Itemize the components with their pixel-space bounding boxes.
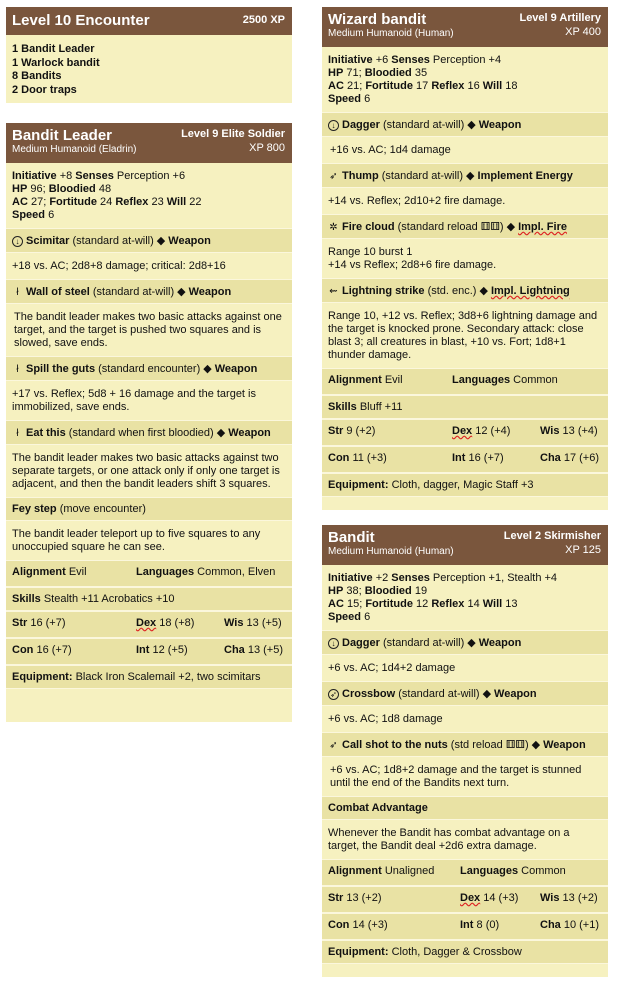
power-header: ➶ Crossbow (standard at-will) ◆ Weapon — [322, 681, 608, 706]
monster-name: Bandit — [328, 529, 375, 546]
diamond-icon: ◆ — [482, 688, 492, 700]
power-header: ↓ Dagger (standard at-will) ◆ Weapon — [322, 112, 608, 137]
power-text: The bandit leader teleport up to five squares to any unoccupied square he can see. — [12, 528, 261, 553]
monster-type: Medium Humanoid (Human) — [328, 28, 454, 39]
ability-row: Str 13 (+2) Dex 14 (+3) Wis 13 (+2) — [322, 886, 608, 913]
dice-icon: ⚅⚅) — [480, 221, 504, 233]
diamond-icon: ◆ — [506, 221, 516, 233]
core-stats: Initiative +8 Senses Perception +6 HP 96; Bloodied 48 AC 27; Fortitude 24 Reflex 23 Will 22 Speed 6 — [12, 170, 202, 221]
diamond-icon: ◆ — [467, 637, 476, 649]
power-header: ↓ Dagger (standard at-will) ◆ Weapon — [322, 630, 608, 655]
encounter-list — [6, 35, 292, 105]
monster-name: Wizard bandit — [328, 11, 427, 28]
diamond-icon: ◆ — [479, 285, 488, 297]
ability-row: Con 16 (+7) Int 12 (+5) Cha 13 (+5) — [6, 638, 292, 665]
monster-level: Level 9 Elite Soldier — [181, 128, 285, 140]
skills-row: Skills Bluff +11 — [322, 395, 608, 419]
power-header: Combat Advantage — [322, 796, 608, 820]
alignment-row: Alignment Evil Languages Common, Elven — [6, 560, 292, 587]
core-stats: Initiative +6 Senses Perception +4 HP 71; Bloodied 35 AC 21; Fortitude 17 Reflex 16 Will 18 Speed 6 — [328, 54, 518, 105]
alignment-row: Alignment Evil Languages Common — [322, 368, 608, 395]
encounter-header — [6, 7, 292, 35]
power-header: Fey step (move encounter) — [6, 497, 292, 521]
encounter-title: Level 10 Encounter — [12, 12, 150, 29]
power-header: ⇜ Lightning strike (std. enc.) ◆ Impl. Lightning — [322, 278, 608, 303]
power-text: Whenever the Bandit has combat advantage on a target, the Bandit deal +2d6 extra damage. — [328, 827, 570, 852]
monster-type: Medium Humanoid (Eladrin) — [12, 144, 137, 155]
ability-row: Str 16 (+7) Dex 18 (+8) Wis 13 (+5) — [6, 611, 292, 638]
power-header: ✲ Fire cloud (standard reload ⚅⚅) ◆ Impl. Fire — [322, 214, 608, 239]
diamond-icon: ◆ — [216, 427, 226, 439]
equipment-row: Equipment: Black Iron Scalemail +2, two scimitars — [6, 665, 292, 689]
melee-dagger-icon: ł — [16, 287, 19, 298]
list-item: 2 Door traps — [12, 83, 77, 96]
power-text: Range 10, +12 vs. Reflex; 3d8+6 lightning damage and the target is knocked prone. Secondary attack: close blast 3; all creatures in blast, +10 vs. Fort; 1d8+1 thunder damage. — [328, 310, 598, 361]
equipment-row: Equipment: Cloth, dagger, Magic Staff +3 — [322, 473, 608, 497]
bandit-statblock — [322, 525, 608, 977]
melee-dagger-icon: ł — [16, 364, 19, 375]
power-text: The bandit leader makes two basic attacks against one target, and the target is pushed two squares and is slowed, save ends. — [14, 311, 282, 349]
bandit-leader-statblock — [6, 123, 292, 722]
wizard-header — [322, 7, 608, 47]
diamond-icon: ◆ — [531, 739, 541, 751]
power-text: +18 vs. AC; 2d8+8 damage; critical: 2d8+16 — [12, 260, 226, 272]
diamond-icon: ◆ — [156, 235, 166, 247]
power-text: +6 vs. AC; 1d8+2 damage and the target is stunned until the end of the Bandits next turn. — [330, 764, 582, 789]
monster-xp: XP 800 — [249, 142, 285, 154]
monster-type: Medium Humanoid (Human) — [328, 546, 454, 557]
power-header: ➶ Call shot to the nuts (std reload ⚅⚅) ◆ Weapon — [322, 732, 608, 757]
encounter-xp: 2500 XP — [242, 14, 285, 26]
monster-level: Level 2 Skirmisher — [503, 530, 601, 542]
power-header: ł Spill the guts (standard encounter) ◆ Weapon — [6, 356, 292, 381]
power-text: +14 vs. Reflex; 2d10+2 fire damage. — [328, 195, 506, 207]
alignment-row: Alignment Unaligned Languages Common — [322, 859, 608, 886]
monster-xp: XP 400 — [565, 26, 601, 38]
basic-ranged-icon: ➶ — [328, 689, 339, 700]
area-burst-icon: ✲ — [329, 222, 338, 233]
diamond-icon: ◆ — [467, 119, 476, 131]
power-header: ➶ Thump (standard at-will) ◆ Implement Energy — [322, 163, 608, 188]
monster-name: Bandit Leader — [12, 127, 113, 144]
ability-row: Con 11 (+3) Int 16 (+7) Cha 17 (+6) — [322, 446, 608, 473]
power-header: ł Eat this (standard when first bloodied) ◆ Weapon — [6, 420, 292, 445]
basic-melee-icon: ↓ — [328, 120, 339, 131]
list-item: 1 Bandit Leader — [12, 43, 95, 55]
monster-xp: XP 125 — [565, 544, 601, 556]
power-text: +6 vs. AC; 1d4+2 damage — [328, 662, 456, 674]
power-header: ł Wall of steel (standard at-will) ◆ Weapon — [6, 279, 292, 304]
equipment-row: Equipment: Cloth, Dagger & Crossbow — [322, 940, 608, 964]
ranged-attack-icon: ➶ — [329, 740, 338, 751]
power-header: ↓ Scimitar (standard at-will) ◆ Weapon — [6, 228, 292, 253]
basic-melee-icon: ↓ — [328, 638, 339, 649]
ability-row: Con 14 (+3) Int 8 (0) Cha 10 (+1) — [322, 913, 608, 940]
power-text: +17 vs. Reflex; 5d8 + 16 damage and the target is immobilized, save ends. — [12, 388, 256, 413]
power-text: +6 vs. AC; 1d8 damage — [328, 713, 443, 725]
power-text: +16 vs. AC; 1d4 damage — [330, 144, 451, 156]
diamond-icon: ◆ — [177, 286, 186, 298]
leader-header — [6, 123, 292, 163]
close-blast-icon: ⇜ — [329, 286, 338, 297]
power-text: The bandit leader makes two basic attacks against two separate targets, or one attack only if only one target is adjacent, and then the bandit leaders shift 3 squares. — [12, 452, 280, 490]
dice-icon: ⚅⚅) — [505, 739, 529, 751]
ranged-attack-icon: ➶ — [329, 171, 338, 182]
wizard-bandit-statblock — [322, 7, 608, 510]
basic-melee-icon: ↓ — [12, 236, 23, 247]
encounter-block — [6, 7, 292, 103]
diamond-icon: ◆ — [203, 363, 212, 375]
monster-level: Level 9 Artillery — [519, 12, 601, 24]
diamond-icon: ◆ — [466, 170, 475, 182]
melee-dagger-icon: ł — [16, 428, 19, 439]
core-stats: Initiative +2 Senses Perception +1, Stealth +4 HP 38; Bloodied 19 AC 15; Fortitude 12 Reflex 14 Will 13 Speed 6 — [328, 572, 558, 623]
ability-row: Str 9 (+2) Dex 12 (+4) Wis 13 (+4) — [322, 419, 608, 446]
list-item: 1 Warlock bandit — [12, 56, 100, 69]
bandit-header — [322, 525, 608, 565]
list-item: 8 Bandits — [12, 70, 62, 82]
power-text: Range 10 burst 1 +14 vs Reflex; 2d8+6 fire damage. — [328, 246, 497, 271]
skills-row: Skills Stealth +11 Acrobatics +10 — [6, 587, 292, 611]
